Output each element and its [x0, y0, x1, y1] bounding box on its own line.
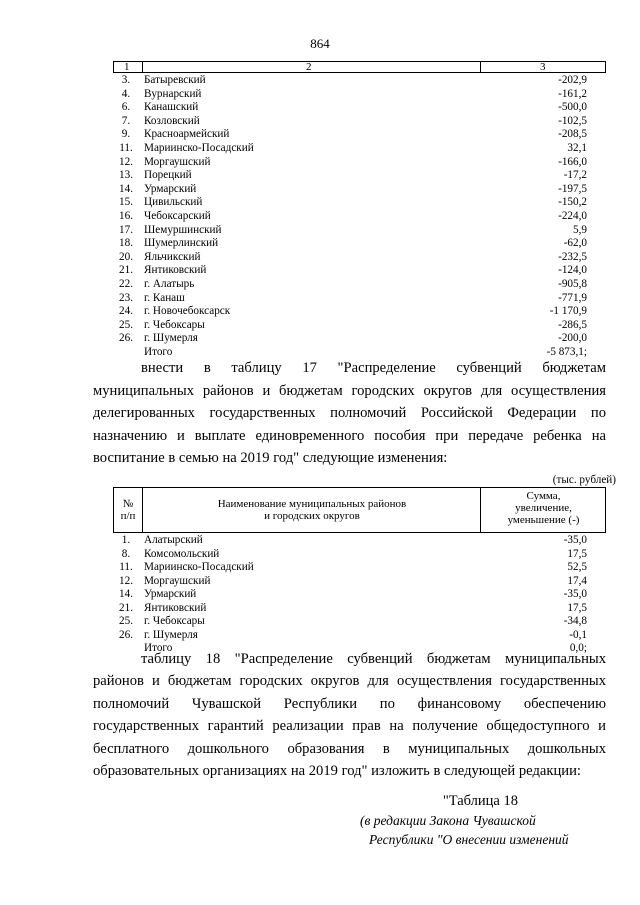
redaction-note-line2: Республики "О внесении изменений: [369, 832, 569, 847]
row-number: 21.: [119, 601, 133, 614]
row-number: 15.: [119, 196, 133, 209]
row-number: 16.: [119, 209, 133, 222]
table-row: [113, 615, 606, 629]
row-value: -208,5: [558, 128, 587, 141]
row-name: Красноармейский: [144, 128, 230, 141]
row-name: Алатырский: [144, 534, 203, 546]
row-name: Вурнарский: [144, 87, 202, 100]
row-value: -62,0: [563, 237, 587, 250]
row-name: Чебоксарский: [144, 209, 211, 222]
table-row: [113, 183, 606, 197]
row-number: 25.: [119, 318, 133, 331]
row-value: -124,0: [558, 264, 587, 277]
row-value: 17,5: [567, 601, 587, 614]
page-number: 864: [310, 36, 330, 51]
table-row: [113, 548, 606, 562]
table-row: [113, 210, 606, 224]
row-value: 52,5: [567, 561, 587, 573]
redaction-note-line1: (в редакции Закона Чувашской: [360, 813, 536, 828]
paragraph-text: внести в таблицу 17 "Распределение субвенций бюджетам муниципальных районов и бюджетам городских округов для осуществления делегированных государственных полномочий Российской Федерации по назначению и выплате единовременного пособия при передаче ребенка на воспитание в семью на 2019 год" следующие изменения:: [93, 360, 606, 466]
row-value: -34,8: [563, 615, 587, 627]
table-row: [113, 156, 606, 170]
table-row: [113, 142, 606, 156]
table18-title: "Таблица 18: [442, 793, 518, 809]
row-value: -17,2: [563, 169, 587, 182]
table-row: [113, 115, 606, 129]
table1-header-col2: 2: [306, 61, 312, 73]
row-value: -1 170,9: [549, 305, 587, 318]
row-name: Канашский: [144, 101, 199, 114]
table-row: [113, 101, 606, 115]
table2-body: [113, 534, 606, 656]
row-value: -5 873,1;: [546, 345, 587, 358]
row-number: 8.: [121, 547, 131, 560]
table-row: [113, 264, 606, 278]
row-number: 6.: [121, 101, 131, 114]
paragraph-table18-redaction: [93, 648, 606, 782]
row-name: г. Шумерля: [144, 628, 198, 641]
row-value: 17,5: [567, 547, 587, 560]
table-row: [113, 196, 606, 210]
row-value: -905,8: [558, 277, 587, 290]
row-name: Шемуршинский: [144, 223, 222, 236]
row-number: 25.: [119, 615, 133, 627]
redaction-note: [360, 811, 569, 849]
row-value: 32,1: [567, 141, 587, 154]
row-value: -35,0: [563, 534, 587, 546]
row-value: -200,0: [558, 332, 587, 345]
row-name: Урмарский: [144, 588, 197, 600]
row-number: 4.: [121, 87, 131, 100]
row-value: -286,5: [558, 318, 587, 331]
table-row: [113, 332, 606, 346]
row-value: 0,0;: [569, 642, 587, 654]
table-row: [113, 128, 606, 142]
row-name: г. Шумерля: [144, 332, 198, 345]
row-name: Комсомольский: [144, 547, 220, 560]
table-row: [113, 278, 606, 292]
row-name: Моргаушский: [144, 574, 211, 587]
row-value: -500,0: [558, 101, 587, 114]
row-name: Яльчикский: [144, 250, 201, 263]
row-name: Янтиковский: [144, 601, 207, 614]
paragraph-table17-changes: [93, 357, 606, 470]
row-value: 17,4: [567, 574, 587, 587]
row-number: 1.: [121, 534, 131, 546]
table-row: [113, 224, 606, 238]
row-name: Итого: [144, 642, 173, 654]
row-number: 12.: [119, 574, 133, 587]
row-number: 11.: [119, 141, 133, 154]
table-row: [113, 629, 606, 643]
row-value: -771,9: [558, 291, 587, 304]
table-row: [113, 319, 606, 333]
row-name: Козловский: [144, 114, 200, 127]
row-number: 12.: [119, 155, 133, 168]
row-value: -102,5: [558, 114, 587, 127]
row-name: г. Чебоксары: [144, 318, 205, 331]
row-number: 13.: [119, 169, 133, 182]
row-number: 9.: [121, 128, 131, 141]
row-name: Шумерлинский: [144, 237, 219, 250]
row-number: 14.: [119, 182, 133, 195]
table2-header-number: № п/п: [120, 498, 136, 522]
table-row: [113, 237, 606, 251]
table-row: [113, 588, 606, 602]
table1-header-col3: 3: [540, 61, 546, 73]
row-value: -202,9: [558, 74, 587, 86]
units-label: (тыс. рублей): [552, 474, 616, 486]
row-value: -197,5: [558, 182, 587, 195]
table2-header-sum: Сумма, увеличение, уменьшение (-): [507, 490, 580, 526]
row-name: г. Алатырь: [144, 277, 195, 290]
row-name: Батыревский: [144, 74, 206, 86]
table2-header: [113, 487, 606, 533]
table-row: [113, 534, 606, 548]
table-row: [113, 561, 606, 575]
row-name: Мариинско-Посадский: [144, 561, 254, 573]
row-number: 24.: [119, 305, 133, 318]
row-name: Мариинско-Посадский: [144, 141, 254, 154]
row-number: 26.: [119, 332, 133, 345]
row-value: -232,5: [558, 250, 587, 263]
paragraph-text: таблицу 18 "Распределение субвенций бюджетам муниципальных районов и бюджетам городских округов для осуществления государственных полномочий Чувашской Республики по финансовому обеспечению государственных гарантий реализации прав на получение общедоступного и бесплатного дошкольного образования в муниципальных дошкольных образовательных организациях на 2019 год" изложить в следующей редакции:: [93, 651, 606, 780]
table1-header-col1: 1: [124, 61, 130, 73]
row-value: 5,9: [573, 223, 587, 236]
table-row: [113, 292, 606, 306]
row-name: г. Чебоксары: [144, 615, 205, 627]
row-number: 7.: [121, 114, 131, 127]
row-name: Урмарский: [144, 182, 197, 195]
table-row: [113, 169, 606, 183]
table-row: [113, 305, 606, 319]
row-number: 20.: [119, 250, 133, 263]
row-name: Янтиковский: [144, 264, 207, 277]
table-row: [113, 575, 606, 589]
row-name: Цивильский: [144, 196, 203, 209]
row-name: Порецкий: [144, 169, 192, 182]
table-row: [113, 88, 606, 102]
row-value: -150,2: [558, 196, 587, 209]
row-value: -224,0: [558, 209, 587, 222]
row-number: 23.: [119, 291, 133, 304]
row-value: -161,2: [558, 87, 587, 100]
table-row: [113, 602, 606, 616]
row-number: 11.: [119, 561, 133, 573]
row-number: 26.: [119, 628, 133, 641]
row-name: Моргаушский: [144, 155, 211, 168]
row-name: г. Канаш: [144, 291, 185, 304]
row-number: 21.: [119, 264, 133, 277]
row-number: 18.: [119, 237, 133, 250]
row-value: -0,1: [569, 628, 587, 641]
row-number: 14.: [119, 588, 133, 600]
table2-header-name: Наименование муниципальных районов и городских округов: [217, 498, 407, 522]
row-value: -35,0: [563, 588, 587, 600]
row-number: 22.: [119, 277, 133, 290]
table1-body: [113, 74, 606, 359]
table1-header: [113, 61, 606, 73]
table-row: [113, 74, 606, 88]
row-value: -166,0: [558, 155, 587, 168]
row-number: 17.: [119, 223, 133, 236]
row-number: 3.: [121, 74, 131, 86]
row-name: г. Новочебоксарск: [144, 305, 231, 318]
row-name: Итого: [144, 345, 173, 358]
table-row: [113, 251, 606, 265]
